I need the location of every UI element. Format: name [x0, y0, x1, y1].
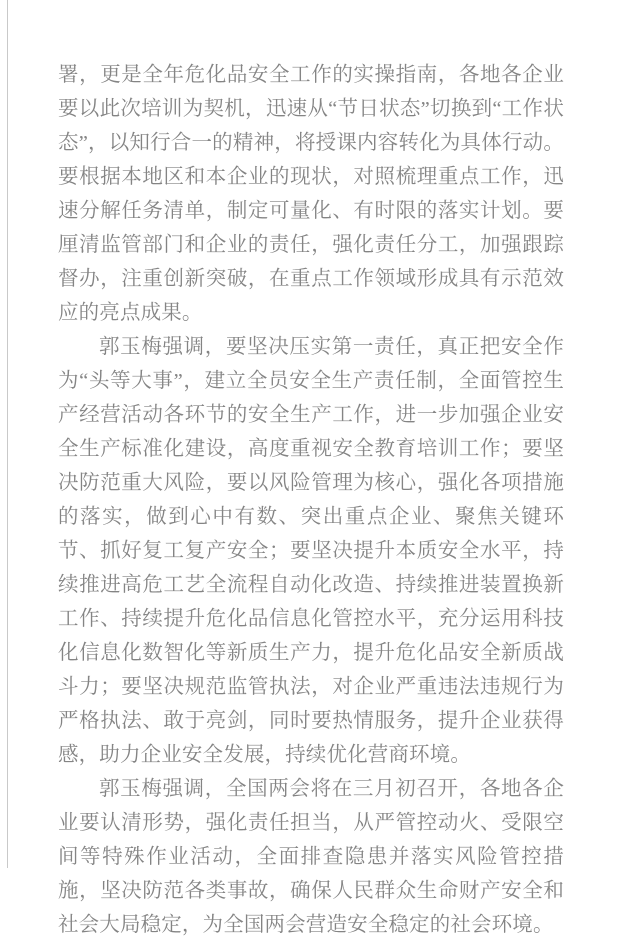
paragraph-continuation: 署，更是全年危化品安全工作的实操指南，各地各企业要以此次培训为契机，迅速从“节日状态”切换到“工作状态”，以知行合一的精神，将授课内容转化为具体行动。要根据本地区和本企业的现状，对照梳理重点工作，迅速分解任务清单，制定可量化、有时限的落实计划。要厘清监管部门和企业的责任，强化责任分工，加强跟踪督办，注重创新突破，在重点工作领域形成具有示范效应的亮点成果。	[58, 64, 564, 324]
document-text-body	[58, 58, 564, 942]
paragraph-guo-yumei-first-responsibility: 郭玉梅强调，要坚决压实第一责任，真正把安全作为“头等大事”，建立全员安全生产责任制，全面管控生产经营活动各环节的安全生产工作，进一步加强企业安全生产标准化建设，高度重视安全教育培训工作；要坚决防范重大风险，要以风险管理为核心，强化各项措施的落实，做到心中有数、突出重点企业、聚焦关键环节、抓好复工复产安全；要坚决提升本质安全水平，持续推进高危工艺全流程自动化改造、持续推进装置换新工作、持续提升危化品信息化管控水平，充分运用科技化信息化数智化等新质生产力，提升危化品安全新质战斗力；要坚决规范监管执法，对企业严重违法违规行为严格执法、敢于亮剑，同时要热情服务，提升企业获得感，助力企业安全发展，持续优化营商环境。	[58, 336, 564, 766]
paragraph-guo-yumei-two-sessions: 郭玉梅强调，全国两会将在三月初召开，各地各企业要认清形势，强化责任担当，从严管控动火、受限空间等特殊作业活动，全面排查隐患并落实风险管控措施，坚决防范各类事故，确保人民群众生命财产安全和社会大局稳定，为全国两会营造安全稳定的社会环境。	[58, 778, 564, 936]
page-edge-line	[7, 0, 8, 868]
